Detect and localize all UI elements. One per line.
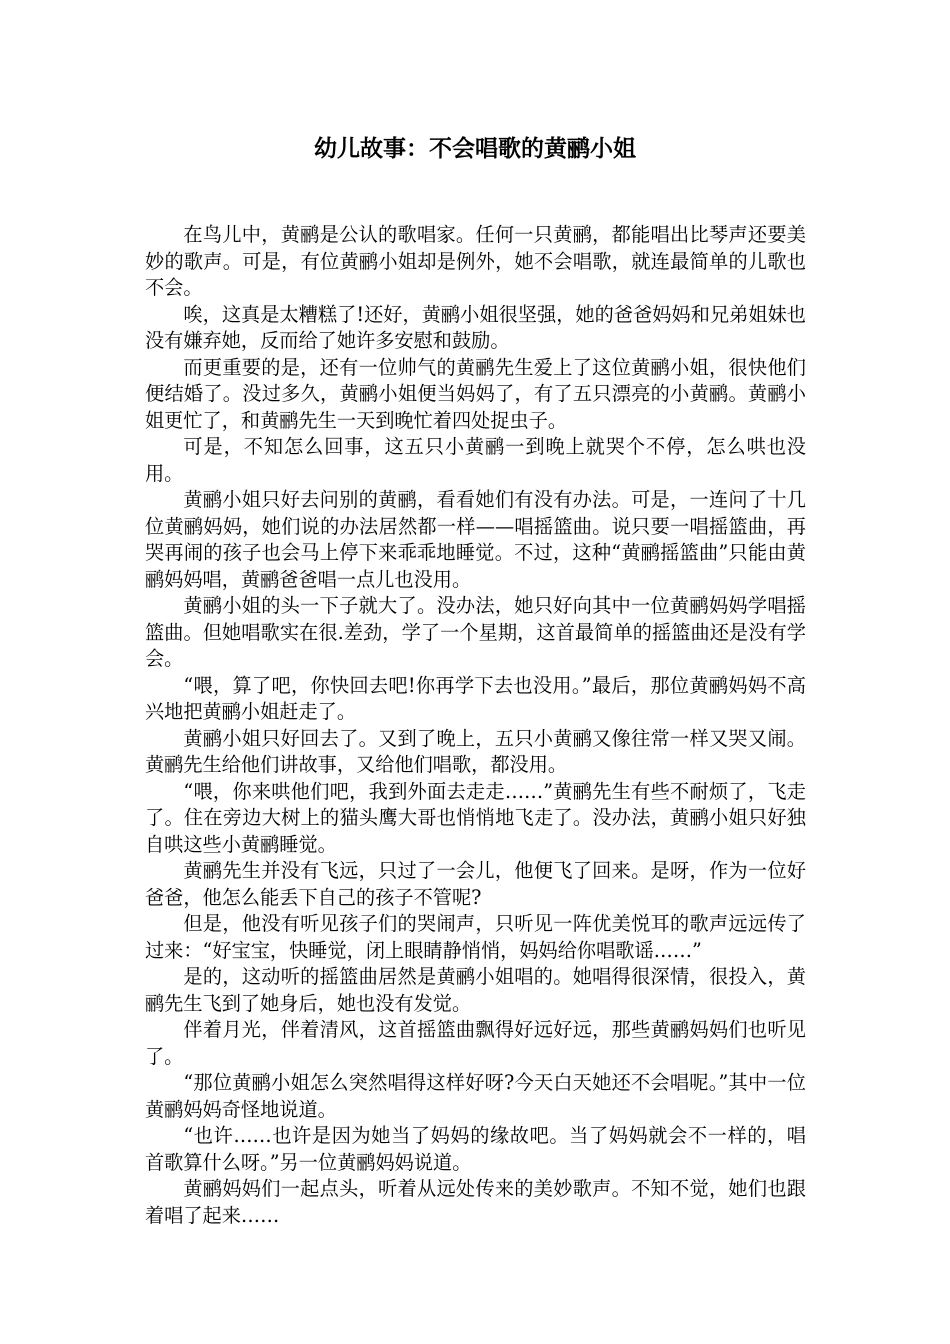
paragraph: 黄鹂小姐只好回去了。又到了晚上，五只小黄鹂又像往常一样又哭又闹。黄鹂先生给他们讲故事，又给他们唱歌，都没用。 [145,726,806,776]
paragraph: 但是，他没有听见孩子们的哭闹声，只听见一阵优美悦耳的歌声远远传了过来：“好宝宝，快睡觉，闭上眼睛静悄悄，妈妈给你唱歌谣……” [145,912,806,962]
paragraph: 伴着月光，伴着清风，这首摇篮曲飘得好远好远，那些黄鹂妈妈们也听见了。 [145,1018,806,1068]
story-body [145,222,806,1229]
paragraph: “那位黄鹂小姐怎么突然唱得这样好呀?今天白天她还不会唱呢。”其中一位黄鹂妈妈奇怪地说道。 [145,1071,806,1121]
paragraph: “喂，你来哄他们吧，我到外面去走走……”黄鹂先生有些不耐烦了，飞走了。住在旁边大树上的猫头鹰大哥也悄悄地飞走了。没办法，黄鹂小姐只好独自哄这些小黄鹂睡觉。 [145,779,806,856]
paragraph: 黄鹂小姐的头一下子就大了。没办法，她只好向其中一位黄鹂妈妈学唱摇篮曲。但她唱歌实在很.差劲，学了一个星期，这首最简单的摇篮曲还是没有学会。 [145,594,806,670]
paragraph: “喂，算了吧，你快回去吧!你再学下去也没用。”最后，那位黄鹂妈妈不高兴地把黄鹂小姐赶走了。 [145,673,806,723]
paragraph: 黄鹂先生并没有飞远，只过了一会儿，他便飞了回来。是呀，作为一位好爸爸，他怎么能丢下自己的孩子不管呢? [145,859,806,909]
paragraph: 是的，这动听的摇篮曲居然是黄鹂小姐唱的。她唱得很深情，很投入，黄鹂先生飞到了她身后，她也没有发觉。 [145,965,806,1015]
paragraph: “也许……也许是因为她当了妈妈的缘故吧。当了妈妈就会不一样的，唱首歌算什么呀。”另一位黄鹂妈妈说道。 [145,1124,806,1174]
document-title: 幼儿故事：不会唱歌的黄鹂小姐 [314,135,636,162]
paragraph: 黄鹂小姐只好去问别的黄鹂，看看她们有没有办法。可是，一连问了十几位黄鹂妈妈，她们说的办法居然都一样——唱摇篮曲。说只要一唱摇篮曲，再哭再闹的孩子也会马上停下来乖乖地睡觉。不过，这种“黄鹂摇篮曲”只能由黄鹂妈妈唱，黄鹂爸爸唱一点儿也没用。 [145,488,806,591]
paragraph: 黄鹂妈妈们一起点头，听着从远处传来的美妙歌声。不知不觉，她们也跟着唱了起来…… [145,1177,806,1227]
paragraph: 唉，这真是太糟糕了!还好，黄鹂小姐很坚强，她的爸爸妈妈和兄弟姐妹也没有嫌弃她，反而给了她许多安慰和鼓励。 [145,302,806,352]
paragraph: 在鸟儿中，黄鹂是公认的歌唱家。任何一只黄鹂，都能唱出比琴声还要美妙的歌声。可是，有位黄鹂小姐却是例外，她不会唱歌，就连最简单的儿歌也不会。 [145,223,806,299]
paragraph: 而更重要的是，还有一位帅气的黄鹂先生爱上了这位黄鹂小姐，很快他们便结婚了。没过多久，黄鹂小姐便当妈妈了，有了五只漂亮的小黄鹂。黄鹂小姐更忙了，和黄鹂先生一天到晚忙着四处捉虫子。 [145,355,806,432]
paragraph: 可是，不知怎么回事，这五只小黄鹂一到晚上就哭个不停，怎么哄也没用。 [145,435,806,485]
